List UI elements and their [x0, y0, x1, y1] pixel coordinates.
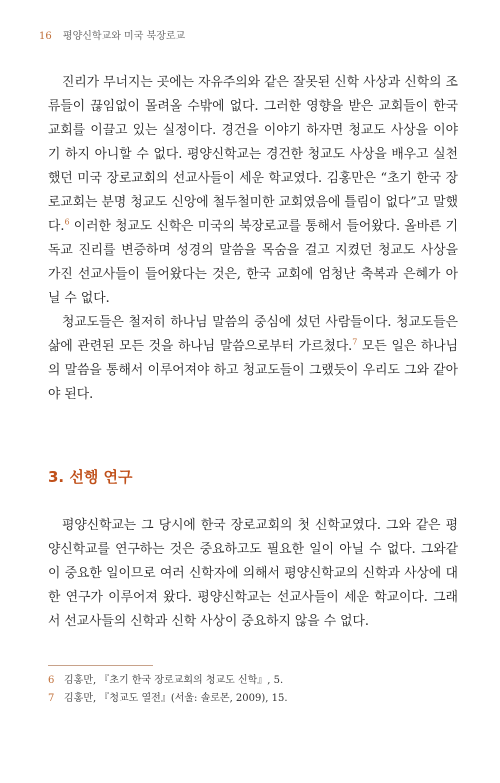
paragraph-2: 청교도들은 철저히 하나님 말씀의 중심에 섰던 사람들이다. 청교도들은 삶에 관련된 모든 것을 하나님 말씀으로부터 가르쳤다.$^7$ 모든 일은 하나님의 말씀을 통해서 이루어져야 하고 청교도들이 그랬듯이 우리도 그와 같아야 된다.: [48, 315, 458, 402]
footnote-ref-6[interactable]: 6: [64, 217, 70, 227]
footnote-number: 6: [48, 675, 55, 686]
body-text-top: [48, 71, 458, 407]
page-number: 16: [39, 31, 52, 42]
body-text-section: [48, 514, 458, 634]
section-heading: 3. 선행 연구: [48, 468, 133, 486]
footnote-text: 김홍만, 『초기 한국 장로교회의 청교도 신학』, 5.: [64, 675, 284, 686]
running-title: 평양신학교와 미국 북장로교: [62, 31, 186, 42]
running-header: [39, 27, 185, 42]
paragraph-3: 평양신학교는 그 당시에 한국 장로교회의 첫 신학교였다. 그와 같은 평양신학교를 연구하는 것은 중요하고도 필요한 일이 아닐 수 없다. 그와같이 중요한 일이므로 여러 신학자에 의해서 평양신학교의 신학과 사상에 대한 연구가 이루어져 왔다. 평양신학교는 선교사들이 세운 학교이다. 그래서 선교사들의 신학과 신학 사상이 중요하지 않을 수 없다.: [48, 518, 458, 629]
footnote-ref-7[interactable]: 7: [352, 337, 358, 347]
footnote-7: [48, 690, 458, 708]
footnote-divider: [48, 665, 153, 666]
paragraph-1: 진리가 무너지는 곳에는 자유주의와 같은 잘못된 신학 사상과 신학의 조류들이 끊임없이 몰려올 수밖에 없다. 그러한 영향을 받은 교회들이 한국 교회를 이끌고 있는 실정이다. 경건을 이야기 하자면 청교도 사상을 이야기 하지 아니할 수 없다. 평양신학교는 경건한 청교도 사상을 배우고 실천했던 미국 장로교회의 선교사들이 세운 학교였다. 김홍만은 “초기 한국 장로교회는 분명 청교도 신앙에 철두철미한 교회였음에 틀림이 없다”고 말했다.$^6$ 이러한 청교도 신학은 미국의 북장로교를 통해서 들어왔다. 올바른 기독교 진리를 변증하며 성경의 말씀을 목숨을 걸고 지켰던 청교도 사상을 가진 선교사들이 들어왔다는 것은, 한국 교회에 엄청난 축복과 은혜가 아닐 수 없다.: [48, 75, 458, 306]
footnote-6: [48, 672, 458, 690]
footnote-number: 7: [48, 693, 55, 704]
footnote-text: 김홍만, 『청교도 열전』(서울: 솔로몬, 2009), 15.: [64, 693, 288, 704]
footnotes: [48, 672, 458, 708]
